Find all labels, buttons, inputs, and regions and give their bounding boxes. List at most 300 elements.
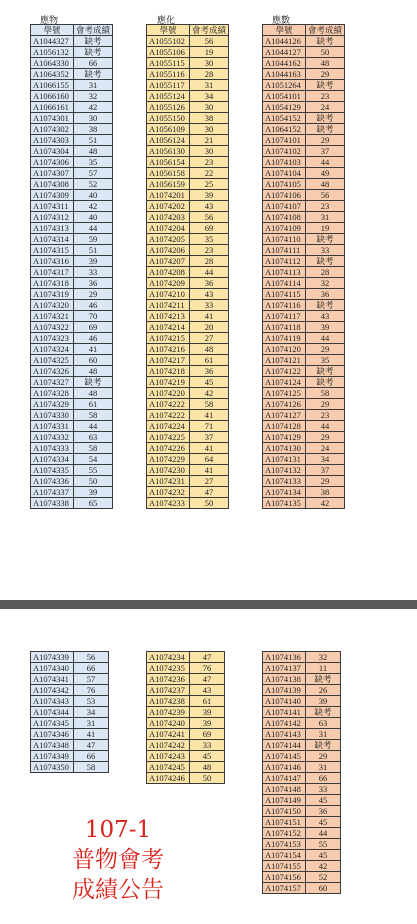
student-id-cell: A1074235 xyxy=(147,663,190,674)
student-id-cell: A1074343 xyxy=(31,696,74,707)
score-cell: 39 xyxy=(306,696,341,707)
score-cell: 58 xyxy=(74,443,113,454)
score-cell: 45 xyxy=(190,377,229,388)
table-row xyxy=(147,113,229,124)
student-id-cell: A1074339 xyxy=(31,652,74,663)
score-cell: 31 xyxy=(74,718,109,729)
table-row xyxy=(263,300,345,311)
score-cell: 33 xyxy=(190,300,229,311)
student-id-cell: A1074239 xyxy=(147,707,190,718)
student-id-cell: A1074318 xyxy=(31,278,74,289)
score-cell: 42 xyxy=(306,498,345,509)
student-id-cell: A1074322 xyxy=(31,322,74,333)
table-row xyxy=(147,773,225,784)
table-row xyxy=(31,124,113,135)
score-cell: 27 xyxy=(190,333,229,344)
chemistry-table xyxy=(146,24,229,509)
table-row xyxy=(263,443,345,454)
score-cell: 34 xyxy=(306,454,345,465)
score-cell: 59 xyxy=(74,234,113,245)
table-row xyxy=(263,498,345,509)
score-cell: 44 xyxy=(306,828,341,839)
table-row xyxy=(147,652,225,663)
physics-title: 應物 xyxy=(40,15,59,25)
table-row xyxy=(147,311,229,322)
table-row xyxy=(147,256,229,267)
student-id-cell: A1074331 xyxy=(31,421,74,432)
table-row xyxy=(147,124,229,135)
score-cell: 61 xyxy=(74,399,113,410)
student-id-cell: A1074117 xyxy=(263,311,306,322)
table-row xyxy=(31,157,113,168)
table-row xyxy=(147,223,229,234)
student-id-cell: A1074138 xyxy=(263,674,306,685)
student-id-cell: A1074246 xyxy=(147,773,190,784)
student-id-cell: A1074111 xyxy=(263,245,306,256)
table-row xyxy=(263,212,345,223)
table-row xyxy=(147,388,229,399)
table-row xyxy=(263,476,345,487)
student-id-cell: A1074328 xyxy=(31,388,74,399)
score-cell: 69 xyxy=(190,223,229,234)
table-row xyxy=(147,91,229,102)
student-id-cell: A1074112 xyxy=(263,256,306,267)
score-cell: 66 xyxy=(306,773,341,784)
student-id-cell: A1074338 xyxy=(31,498,74,509)
student-id-cell: A1074236 xyxy=(147,674,190,685)
score-cell: 24 xyxy=(306,443,345,454)
student-id-cell: A1074327 xyxy=(31,377,74,388)
chemistry-table-continued xyxy=(146,651,225,784)
student-id-cell: A1074116 xyxy=(263,300,306,311)
table-row xyxy=(263,839,341,850)
score-cell: 42 xyxy=(74,201,113,212)
student-id-cell: A1056109 xyxy=(147,124,190,135)
student-id-cell: A1074216 xyxy=(147,344,190,355)
student-id-cell: A1074152 xyxy=(263,828,306,839)
student-id-cell: A1074114 xyxy=(263,278,306,289)
score-cell: 21 xyxy=(190,135,229,146)
student-id-cell: A1074210 xyxy=(147,289,190,300)
score-cell: 50 xyxy=(190,498,229,509)
table-row xyxy=(263,718,341,729)
table-row xyxy=(31,696,109,707)
student-id-cell: A1074342 xyxy=(31,685,74,696)
score-cell: 48 xyxy=(190,344,229,355)
table-row xyxy=(263,817,341,828)
student-id-cell: A1055102 xyxy=(147,36,190,47)
student-id-cell: A1056132 xyxy=(31,47,74,58)
table-row xyxy=(31,377,113,388)
table-row xyxy=(263,146,345,157)
table-row xyxy=(147,344,229,355)
table-row xyxy=(147,201,229,212)
score-cell: 缺考 xyxy=(306,256,345,267)
score-cell: 57 xyxy=(74,674,109,685)
score-cell: 40 xyxy=(74,190,113,201)
table-row xyxy=(263,773,341,784)
student-id-cell: A1074222 xyxy=(147,410,190,421)
score-cell: 48 xyxy=(306,179,345,190)
table-row xyxy=(263,245,345,256)
student-id-cell: A1074306 xyxy=(31,157,74,168)
student-id-cell: A1074108 xyxy=(263,212,306,223)
student-id-cell: A1074135 xyxy=(263,498,306,509)
score-cell: 22 xyxy=(190,168,229,179)
score-cell: 58 xyxy=(74,762,109,773)
table-row xyxy=(263,36,345,47)
score-cell: 34 xyxy=(190,91,229,102)
table-row xyxy=(31,102,113,113)
table-row xyxy=(263,69,345,80)
table-row xyxy=(263,124,345,135)
score-cell: 48 xyxy=(74,146,113,157)
table-row xyxy=(263,487,345,498)
student-id-cell: A1044126 xyxy=(263,36,306,47)
score-cell: 43 xyxy=(190,289,229,300)
table-row xyxy=(31,289,113,300)
student-id-cell: A1074329 xyxy=(31,399,74,410)
table-row xyxy=(263,344,345,355)
student-id-cell: A1074141 xyxy=(263,707,306,718)
score-cell: 37 xyxy=(306,146,345,157)
score-cell: 50 xyxy=(306,47,345,58)
score-cell: 38 xyxy=(190,113,229,124)
score-cell: 41 xyxy=(74,344,113,355)
student-id-cell: A1044162 xyxy=(263,58,306,69)
score-cell: 41 xyxy=(190,410,229,421)
student-id-cell: A1074124 xyxy=(263,377,306,388)
table-row xyxy=(147,366,229,377)
table-row xyxy=(31,751,109,762)
table-row xyxy=(263,223,345,234)
table-row xyxy=(147,168,229,179)
student-id-cell: A1074303 xyxy=(31,135,74,146)
table-row xyxy=(263,179,345,190)
student-id-cell: A1044127 xyxy=(263,47,306,58)
table-row xyxy=(31,729,109,740)
student-id-cell: A1074234 xyxy=(147,652,190,663)
table-row xyxy=(147,696,225,707)
student-id-cell: A1074209 xyxy=(147,278,190,289)
student-id-cell: A1074240 xyxy=(147,718,190,729)
student-id-cell: A1074319 xyxy=(31,289,74,300)
table-row xyxy=(31,135,113,146)
table-row xyxy=(31,432,113,443)
score-cell: 39 xyxy=(74,487,113,498)
table-row xyxy=(263,674,341,685)
table-row xyxy=(147,300,229,311)
table-row xyxy=(263,795,341,806)
student-id-cell: A1074220 xyxy=(147,388,190,399)
score-cell: 51 xyxy=(74,245,113,256)
table-row xyxy=(147,443,229,454)
table-row xyxy=(147,190,229,201)
student-id-cell: A1055150 xyxy=(147,113,190,124)
student-id-cell: A1066160 xyxy=(31,91,74,102)
table-row xyxy=(147,80,229,91)
table-row xyxy=(263,729,341,740)
student-id-cell: A1056124 xyxy=(147,135,190,146)
student-id-cell: A1074215 xyxy=(147,333,190,344)
math-table xyxy=(262,24,345,509)
student-id-cell: A1074121 xyxy=(263,355,306,366)
student-id-cell: A1074204 xyxy=(147,223,190,234)
table-row xyxy=(263,256,345,267)
score-cell: 58 xyxy=(306,388,345,399)
table-row xyxy=(147,465,229,476)
score-cell: 61 xyxy=(190,696,225,707)
student-id-cell: A1074148 xyxy=(263,784,306,795)
score-cell: 缺考 xyxy=(306,377,345,388)
student-id-cell: A1074103 xyxy=(263,157,306,168)
student-id-cell: A1074334 xyxy=(31,454,74,465)
score-cell: 31 xyxy=(306,212,345,223)
student-id-cell: A1051264 xyxy=(263,80,306,91)
score-cell: 32 xyxy=(306,652,341,663)
student-id-cell: A1064152 xyxy=(263,124,306,135)
score-cell: 29 xyxy=(306,135,345,146)
table-row xyxy=(263,861,341,872)
score-cell: 32 xyxy=(74,91,113,102)
page-separator xyxy=(0,600,417,609)
score-cell: 71 xyxy=(190,421,229,432)
student-id-cell: A1074206 xyxy=(147,245,190,256)
score-cell: 11 xyxy=(306,663,341,674)
score-cell: 28 xyxy=(190,69,229,80)
student-id-cell: A1074157 xyxy=(263,883,306,894)
table-row xyxy=(263,784,341,795)
table-row xyxy=(263,234,345,245)
table-row xyxy=(147,47,229,58)
table-row xyxy=(147,707,225,718)
table-row xyxy=(147,333,229,344)
chemistry-title: 應化 xyxy=(157,15,176,25)
table-row xyxy=(147,355,229,366)
student-id-cell: A1074332 xyxy=(31,432,74,443)
table-row xyxy=(147,718,225,729)
student-id-cell: A1054152 xyxy=(263,113,306,124)
math-title: 應數 xyxy=(272,15,291,25)
student-id-cell: A1074118 xyxy=(263,322,306,333)
score-cell: 52 xyxy=(74,179,113,190)
student-id-cell: A1056158 xyxy=(147,168,190,179)
student-id-cell: A1055117 xyxy=(147,80,190,91)
physics-table xyxy=(30,24,113,509)
student-id-cell: A1074105 xyxy=(263,179,306,190)
table-row xyxy=(147,685,225,696)
student-id-cell: A1074115 xyxy=(263,289,306,300)
score-cell: 57 xyxy=(74,168,113,179)
header-id: 學號 xyxy=(147,25,190,36)
score-cell: 24 xyxy=(306,102,345,113)
score-cell: 48 xyxy=(306,58,345,69)
table-row xyxy=(31,707,109,718)
table-row xyxy=(263,872,341,883)
student-id-cell: A1056130 xyxy=(147,146,190,157)
table-row xyxy=(263,454,345,465)
table-row xyxy=(31,388,113,399)
score-cell: 47 xyxy=(190,674,225,685)
score-cell: 45 xyxy=(190,751,225,762)
score-cell: 58 xyxy=(74,410,113,421)
table-row xyxy=(147,146,229,157)
header-id: 學號 xyxy=(31,25,74,36)
score-cell: 69 xyxy=(190,729,225,740)
table-row xyxy=(147,289,229,300)
table-row xyxy=(31,410,113,421)
student-id-cell: A1074155 xyxy=(263,861,306,872)
score-cell: 43 xyxy=(190,685,225,696)
score-cell: 25 xyxy=(190,179,229,190)
student-id-cell: A1074309 xyxy=(31,190,74,201)
score-cell: 76 xyxy=(190,663,225,674)
table-row xyxy=(263,685,341,696)
student-id-cell: A1074151 xyxy=(263,817,306,828)
score-cell: 39 xyxy=(306,322,345,333)
student-id-cell: A1074126 xyxy=(263,399,306,410)
table-row xyxy=(263,311,345,322)
table-row xyxy=(263,102,345,113)
table-row xyxy=(31,212,113,223)
student-id-cell: A1074149 xyxy=(263,795,306,806)
student-id-cell: A1074127 xyxy=(263,410,306,421)
student-id-cell: A1074110 xyxy=(263,234,306,245)
physics-table-continued xyxy=(30,651,109,773)
score-cell: 23 xyxy=(190,245,229,256)
table-row xyxy=(31,234,113,245)
student-id-cell: A1074102 xyxy=(263,146,306,157)
table-row xyxy=(147,663,225,674)
student-id-cell: A1074113 xyxy=(263,267,306,278)
table-row xyxy=(31,443,113,454)
student-id-cell: A1074316 xyxy=(31,256,74,267)
announcement-line-1: 107-1 xyxy=(84,817,152,843)
table-row xyxy=(263,410,345,421)
score-cell: 36 xyxy=(306,806,341,817)
table-row xyxy=(263,388,345,399)
student-id-cell: A1074346 xyxy=(31,729,74,740)
table-row xyxy=(147,674,225,685)
table-row xyxy=(31,421,113,432)
score-cell: 69 xyxy=(74,322,113,333)
student-id-cell: A1074341 xyxy=(31,674,74,685)
table-row xyxy=(263,58,345,69)
table-row xyxy=(147,135,229,146)
table-row xyxy=(147,740,225,751)
score-cell: 49 xyxy=(306,168,345,179)
table-row xyxy=(263,190,345,201)
student-id-cell: A1055124 xyxy=(147,91,190,102)
student-id-cell: A1074129 xyxy=(263,432,306,443)
student-id-cell: A1074308 xyxy=(31,179,74,190)
student-id-cell: A1074222 xyxy=(147,399,190,410)
score-cell: 缺考 xyxy=(306,234,345,245)
table-row xyxy=(31,322,113,333)
table-row xyxy=(147,729,225,740)
table-row xyxy=(263,707,341,718)
score-cell: 76 xyxy=(74,685,109,696)
score-cell: 23 xyxy=(306,91,345,102)
table-row xyxy=(263,828,341,839)
score-cell: 缺考 xyxy=(306,113,345,124)
score-cell: 33 xyxy=(306,245,345,256)
score-cell: 缺考 xyxy=(306,300,345,311)
score-cell: 28 xyxy=(190,256,229,267)
student-id-cell: A1074241 xyxy=(147,729,190,740)
score-cell: 26 xyxy=(306,685,341,696)
header-id: 學號 xyxy=(263,25,306,36)
table-row xyxy=(147,410,229,421)
table-row xyxy=(31,652,109,663)
student-id-cell: A1074313 xyxy=(31,223,74,234)
student-id-cell: A1074140 xyxy=(263,696,306,707)
student-id-cell: A1074311 xyxy=(31,201,74,212)
table-row xyxy=(31,47,113,58)
table-row xyxy=(147,377,229,388)
student-id-cell: A1074106 xyxy=(263,190,306,201)
student-id-cell: A1054129 xyxy=(263,102,306,113)
student-id-cell: A1074131 xyxy=(263,454,306,465)
student-id-cell: A1074143 xyxy=(263,729,306,740)
score-cell: 63 xyxy=(74,432,113,443)
table-row xyxy=(31,190,113,201)
score-cell: 56 xyxy=(190,212,229,223)
score-cell: 56 xyxy=(74,652,109,663)
student-id-cell: A1074139 xyxy=(263,685,306,696)
table-row xyxy=(147,36,229,47)
table-row xyxy=(147,476,229,487)
student-id-cell: A1074323 xyxy=(31,333,74,344)
score-cell: 52 xyxy=(306,872,341,883)
student-id-cell: A1074205 xyxy=(147,234,190,245)
table-row xyxy=(147,751,225,762)
student-id-cell: A1074153 xyxy=(263,839,306,850)
score-cell: 51 xyxy=(74,135,113,146)
table-row xyxy=(31,36,113,47)
score-cell: 31 xyxy=(74,80,113,91)
score-cell: 缺考 xyxy=(306,80,345,91)
table-row xyxy=(263,366,345,377)
table-row xyxy=(31,311,113,322)
student-id-cell: A1064330 xyxy=(31,58,74,69)
score-cell: 48 xyxy=(74,388,113,399)
table-row xyxy=(31,355,113,366)
student-id-cell: A1074350 xyxy=(31,762,74,773)
table-row xyxy=(31,80,113,91)
table-row xyxy=(31,267,113,278)
student-id-cell: A1074136 xyxy=(263,652,306,663)
student-id-cell: A1054101 xyxy=(263,91,306,102)
table-row xyxy=(31,278,113,289)
student-id-cell: A1074109 xyxy=(263,223,306,234)
student-id-cell: A1074336 xyxy=(31,476,74,487)
score-cell: 29 xyxy=(306,751,341,762)
table-row xyxy=(263,168,345,179)
table-row xyxy=(263,806,341,817)
table-row xyxy=(147,487,229,498)
score-cell: 66 xyxy=(74,58,113,69)
score-cell: 34 xyxy=(74,707,109,718)
student-id-cell: A1074107 xyxy=(263,201,306,212)
score-cell: 30 xyxy=(190,58,229,69)
score-cell: 23 xyxy=(306,201,345,212)
table-row xyxy=(31,718,109,729)
table-row xyxy=(31,762,109,773)
announcement-line-3: 成績公告 xyxy=(72,877,164,903)
table-row xyxy=(31,344,113,355)
student-id-cell: A1074125 xyxy=(263,388,306,399)
